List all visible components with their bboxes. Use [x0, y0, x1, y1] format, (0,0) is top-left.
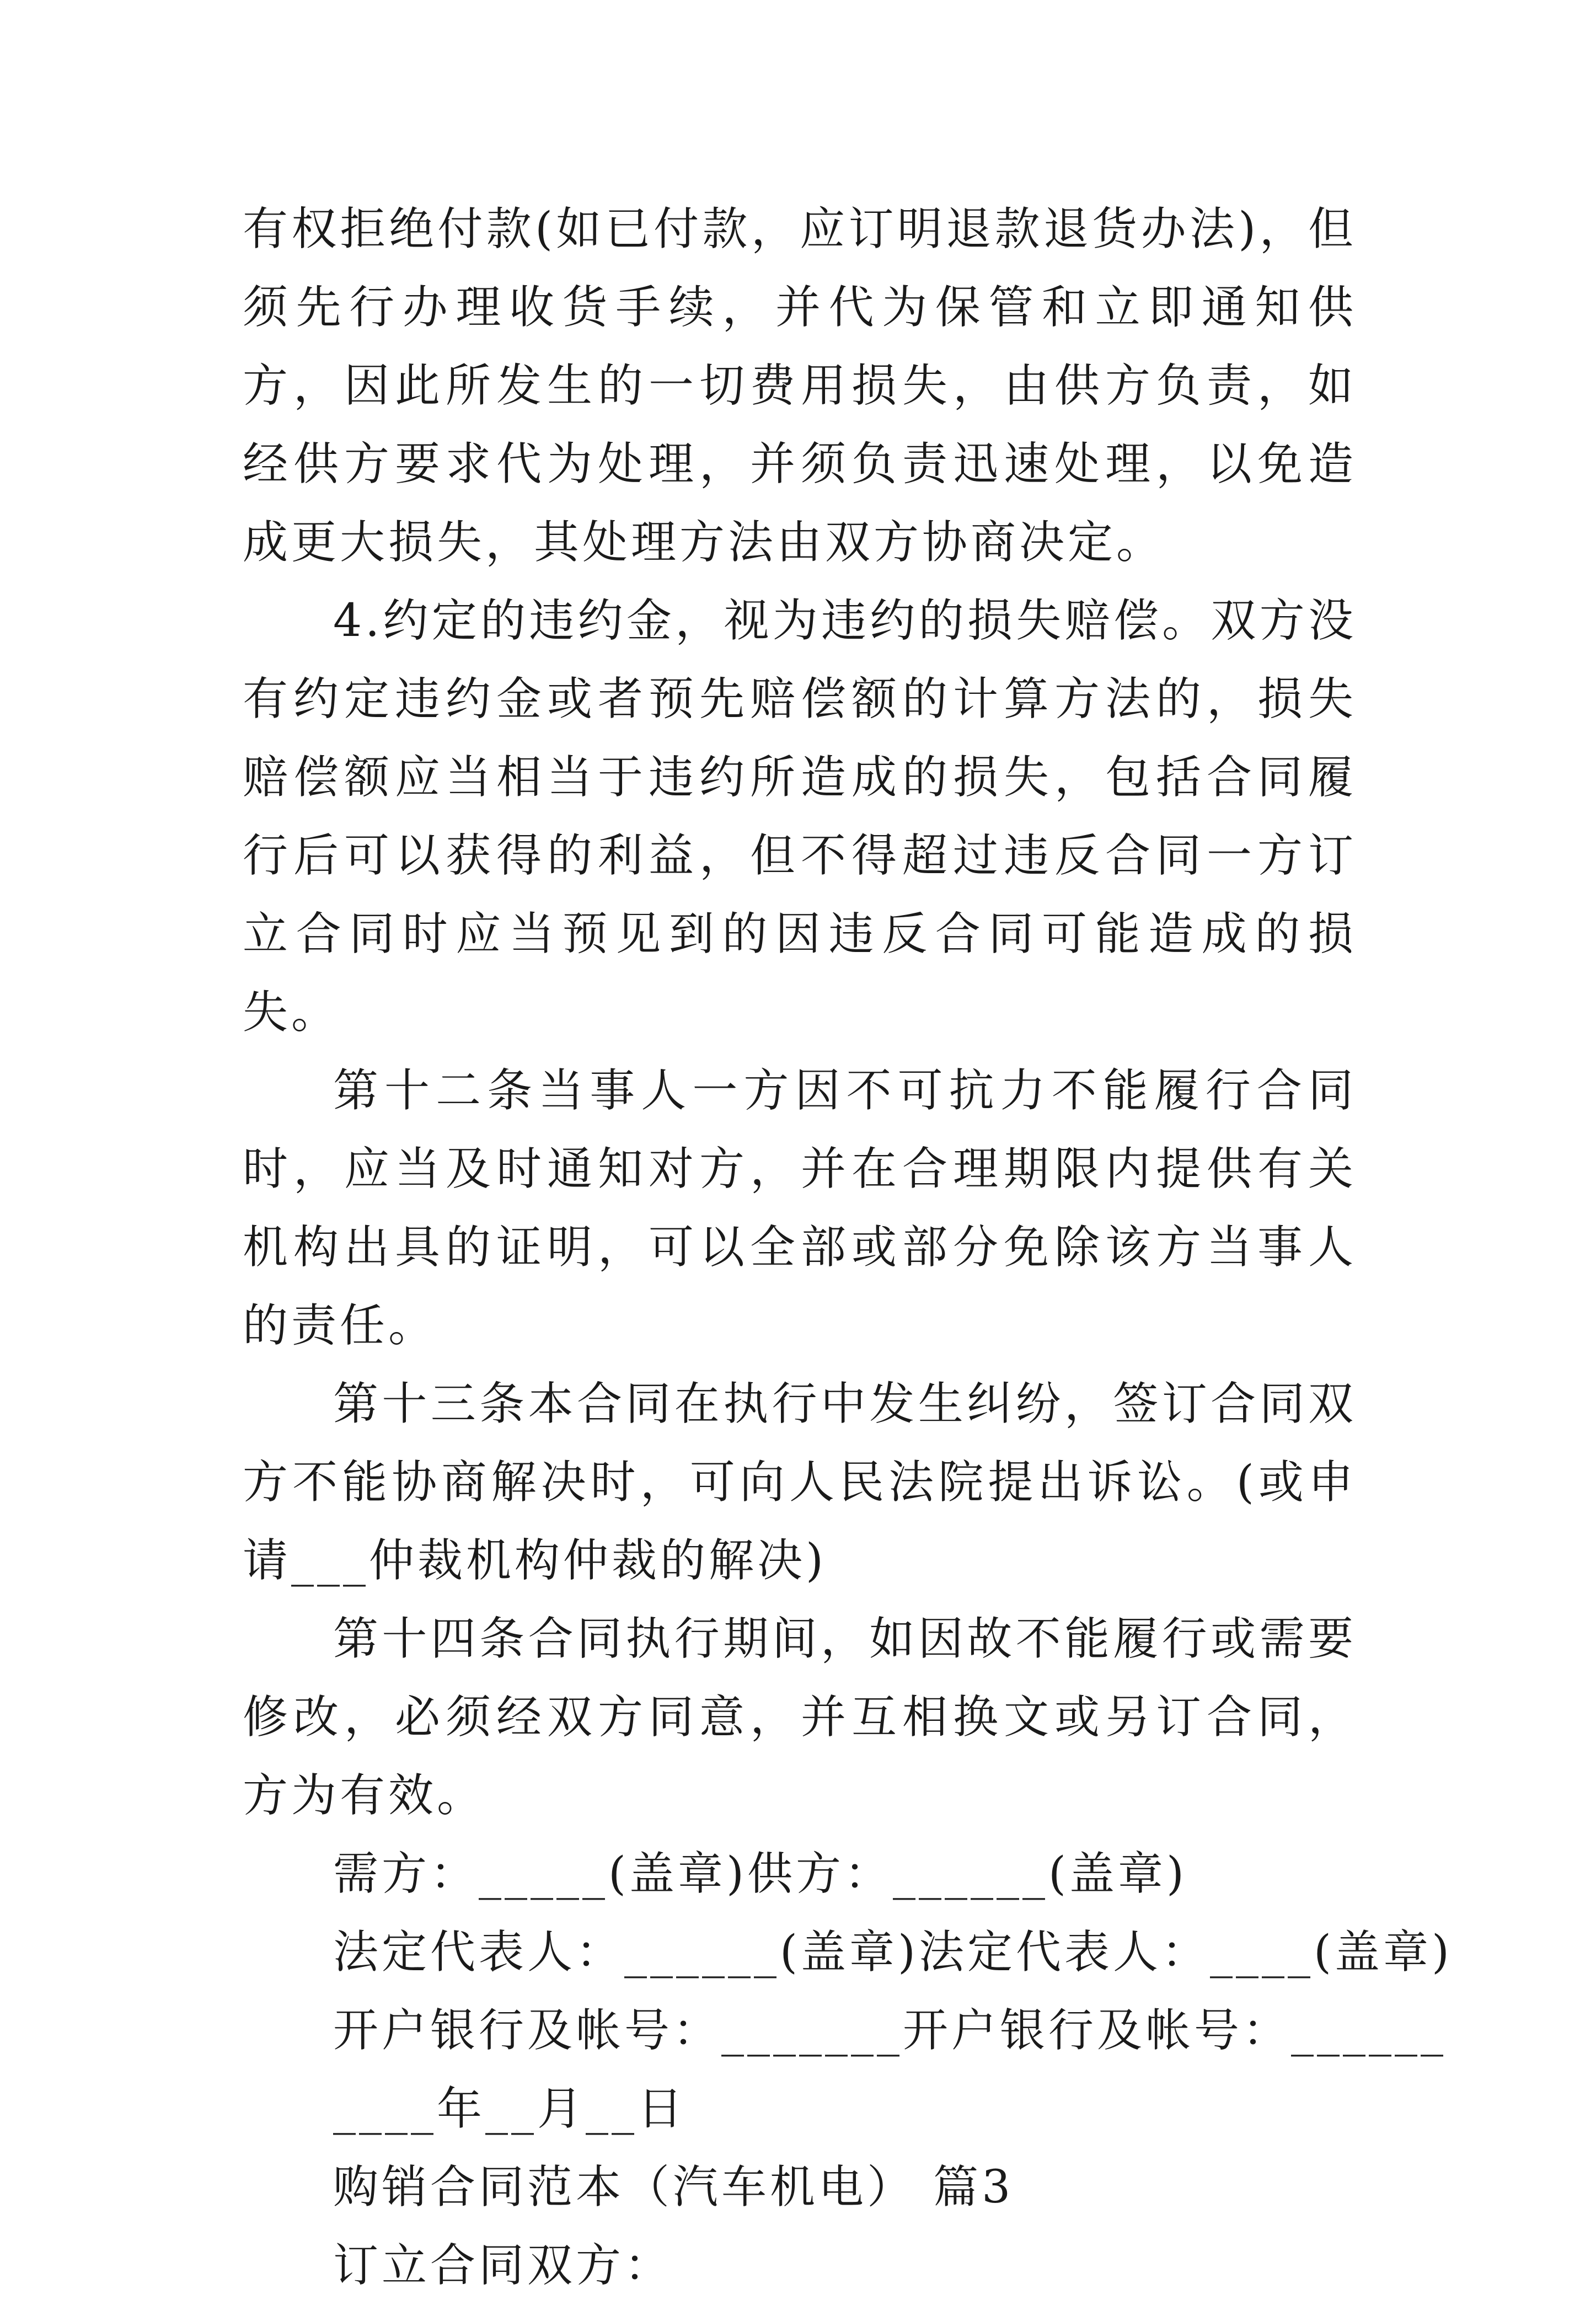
- paragraph-article-14: 第十四条合同执行期间，如因故不能履行或需要修改，必须经双方同意，并互相换文或另订合同，方为有效。: [243, 1613, 1357, 1822]
- signature-line-date: ____年__月__日: [333, 2083, 686, 2135]
- section-heading: 购销合同范本（汽车机电） 篇3: [333, 2161, 1014, 2213]
- document-body: [243, 190, 1453, 2305]
- paragraph-rejection-clause: 有权拒绝付款(如已付款，应订明退款退货办法)，但须先行办理收货手续，并代为保管和立即通知供方，因此所发生的一切费用损失，由供方负责，如经供方要求代为处理，并须负责迅速处理，以免造成更大损失，其处理方法由双方协商决定。: [243, 203, 1357, 569]
- paragraph-article-13: 第十三条本合同在执行中发生纠纷，签订合同双方不能协商解决时，可向人民法院提出诉讼。(或申请___仲裁机构仲裁的解决): [243, 1378, 1357, 1587]
- closing-line: 订立合同双方：: [333, 2239, 673, 2292]
- paragraph-article-12: 第十二条当事人一方因不可抗力不能履行合同时，应当及时通知对方，并在合理期限内提供有关机构出具的证明，可以全部或部分免除该方当事人的责任。: [243, 1065, 1357, 1352]
- signature-line-representatives: 法定代表人：______(盖章)法定代表人：____(盖章): [333, 1926, 1453, 1978]
- paragraph-penalty-clause: 4.约定的违约金，视为违约的损失赔偿。双方没有约定违约金或者预先赔偿额的计算方法的，损失赔偿额应当相当于违约所造成的损失，包括合同履行后可以获得的利益，但不得超过违反合同一方订立合同时应当预见到的因违反合同可能造成的损失。: [243, 595, 1357, 1039]
- signature-line-parties: 需方：_____(盖章)供方：______(盖章): [333, 1848, 1187, 1900]
- signature-line-bank-accounts: 开户银行及帐号：_______开户银行及帐号：______: [333, 2004, 1447, 2057]
